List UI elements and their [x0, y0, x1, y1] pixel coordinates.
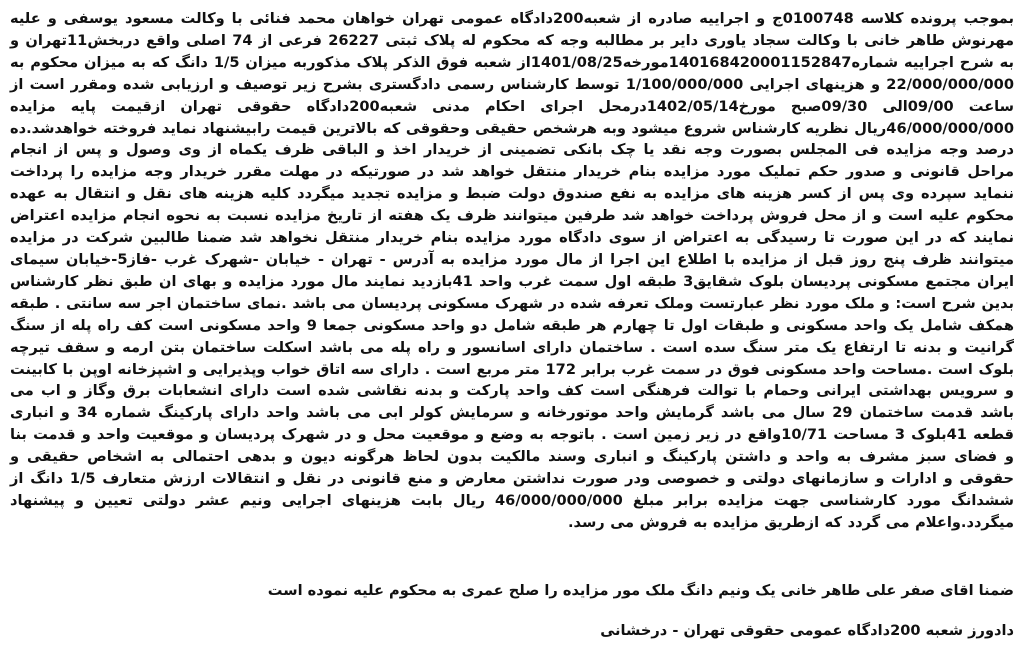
additional-note: ضمنا اقای صفر علی طاهر خانی یک ونیم دانگ ملک مور مزایده را صلح عمری به محکوم علیه نموده است — [267, 582, 1014, 599]
signature-line: دادورز شعبه 200دادگاه عمومی حقوقی تهران - درخشانی — [600, 622, 1014, 639]
notice-body-text: بموجب پرونده کلاسه 0100748ج و اجراییه صادره از شعبه200دادگاه عمومی تهران خواهان محمد فنائی با وکالت مسعود یوسفی و علیه مهرنوش طاهر خانی با وکالت سجاد یاوری دایر بر مطالبه وجه که محکوم له پلاک ثبتی 26227 فرعی از 74 اصلی واقع دربخش11تهران و به شرح اجراییه شماره140168420001152847مورخه1401/08/25از شعبه فوق الذکر پلاک مذکوربه میزان 1/5 دانگ که به میزان محکوم به 22/000/000/000 و هزینهای اجرایی 1/100/000/000 توسط کارشناس رسمی دادگستری بشرح زیر توصیف و ارزیابی شده ومقرر است از ساعت 09/00الی 09/30صبح مورخ1402/05/14درمحل اجرای احکام مدنی شعبه200دادگاه حقوقی تهران ازقیمت پایه مزایده 46/000/000/000ریال نظریه کارشناس شروع میشود وبه هرشخص حقیقی وحقوقی که بالاترین قیمت رابیشنهاد نماید فروخته خواهدشد.ده درصد وجه مزایده فی المجلس بصورت وجه نقد یا چک بانکی تضمینی از خریدار اخذ و الباقی ظرف یکماه از وی وصول و پس از انجام مراحل قانونی و صدور حکم تملیک مورد مزایده بنام خریدار منتقل خواهد شد در صورتیکه در مهلت مقرر خریدار وجه مزایده را پرداخت ننماید سپرده وی پس از کسر هزینه های مزایده به نفع صندوق دولت ضبط و مزایده تجدید میگردد کلیه هزینه های نقل و انتقال به عهده محکوم علیه است و از محل فروش پرداخت خواهد شد طرفین میتوانند ظرف یک هفته از تاریخ مزایده نسبت به نحوه انجام مزایده اعتراض نمایند که در این صورت تا رسیدگی به اعتراض از سوی دادگاه مورد مزایده بنام خریدار منتقل نخواهد شد ضمنا طالبین شرکت در مزایده میتوانند ظرف پنج روز قبل از مزایده با اطلاع این اجرا از مال مورد مزایده به آدرس - تهران - خیابان -شهرک غرب -فاز5-خیابان سیمای ایران مجتمع مسکونی پردیسان بلوک شقایق3 طبقه اول سمت غرب واحد 41بازدید نمایند مال مورد مزایده و بهای ان طبق نظر کارشناس بدین شرح است: و ملک مورد نظر عبارتست وملک تعرفه شده در شهرک مسکونی پردیسان می باشد .نمای ساختمان اجر سه سانتی . طبقه همکف شامل یک واحد مسکونی و طبقات اول تا چهارم هر طبقه شامل دو واحد مسکونی جمعا 9 واحد مسکونی است کف راه پله از سنگ گرانیت و بدنه تا ارتفاع یک متر سنگ سده است . ساختمان دارای اسانسور و راه پله می باشد اسکلت ساختمان بتن ارمه و سقف تیرچه بلوک است .مساحت واحد مسکونی فوق در سمت غرب برابر 172 متر مربع است . دارای سه اتاق خواب وپذیرایی و اشپزخانه اوپن با کابینت و سرویس بهداشتی ایرانی وحمام با توالت فرهنگی است کف واحد پارکت و بدنه نقاشی شده است دارای انشعابات برق وگاز و اب می باشد قدمت ساختمان 29 سال می باشد گرمایش واحد موتورخانه و سرمایش کولر ابی می باشد واحد دارای پارکینگ شماره 34 و انباری قطعه 41بلوک 3 مساحت 10/71واقع در زیر زمین است . باتوجه به وضع و موقعیت محل و در شهرک پردیسان و موقعیت واحد و قدمت بنا و فضای سبز مشرف به واحد و داشتن پارکینگ و انباری وسند مالکیت بدون لحاظ هرگونه دیون و بدهی احتمالی به اشخاص حقیقی و حقوقی و ادارات و سازمانهای دولتی و خصوصی ودر صورت نداشتن معارض و منع قانونی در نقل و انتقالات ارزش متعارف 1/5 دانگ از ششدانگ مورد کارشناسی جهت مزایده برابر مبلغ 46/000/000/000 ریال بابت هزینهای اجرایی ونیم عشر دولتی تعیین و پیشنهاد میگردد.واعلام می گردد که ازطریق مزایده به فروش می رسد. — [10, 10, 1015, 531]
